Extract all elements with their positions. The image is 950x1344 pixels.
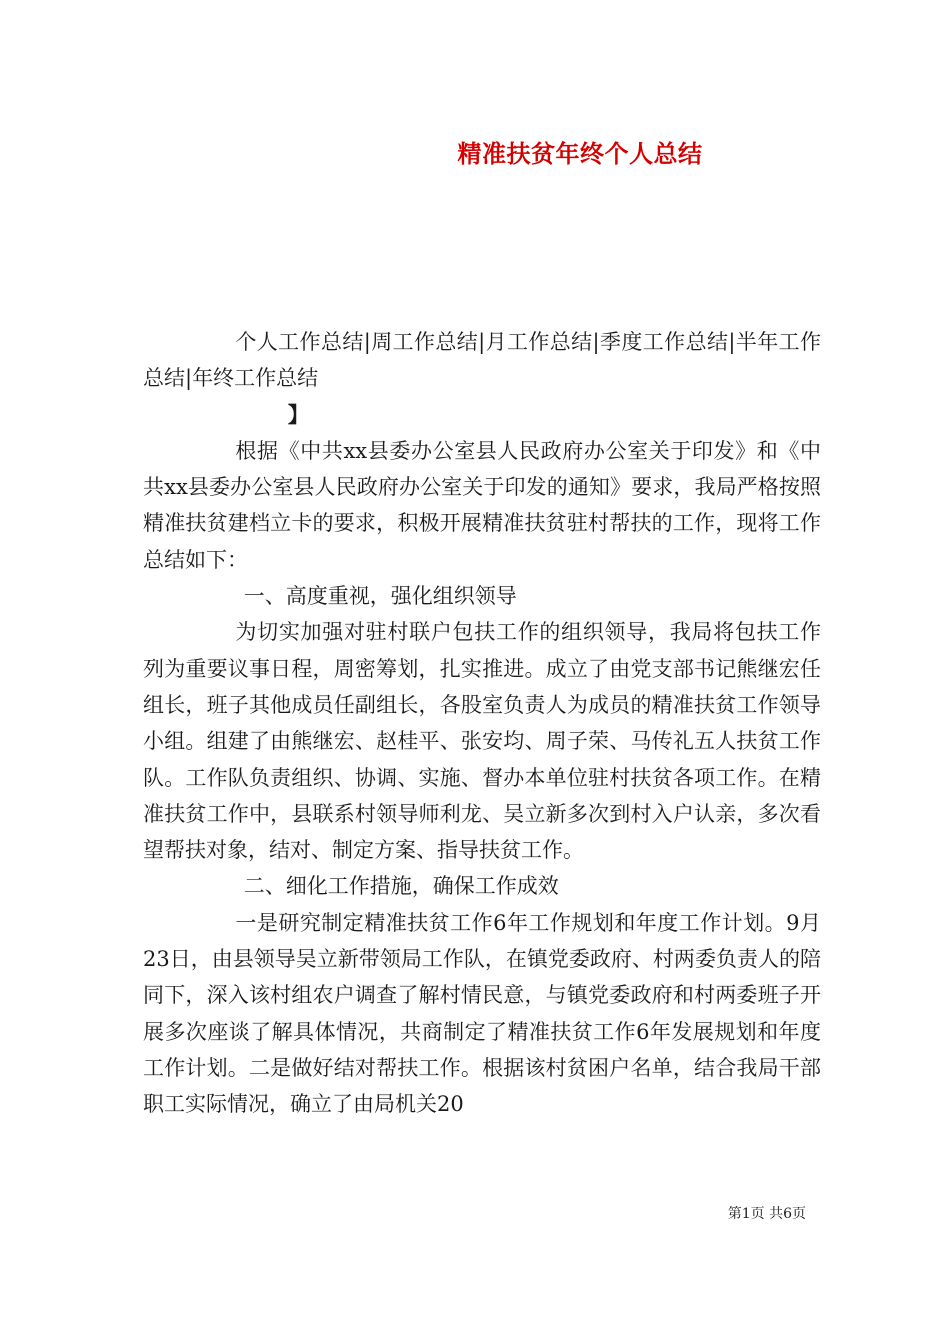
intro-paragraph: 根据《中共xx县委办公室县人民政府办公室关于印发》和《中共xx县委办公室县人民政府办公室关于印发的通知》要求，我局严格按照精准扶贫建档立卡的要求，积极开展精准扶贫驻村帮扶的工作，现将工作总结如下： [143,438,821,572]
section-paragraph-2: 一是研究制定精准扶贫工作6年工作规划和年度工作计划。9月23日，由县领导吴立新带领局工作队，在镇党委政府、村两委负责人的陪同下，深入该村组农户调查了解村情民意，与镇党委政府和村两委班子开展多次座谈了解具体情况，共商制定了精准扶贫工作6年发展规划和年度工作计划。二是做好结对帮扶工作。根据该村贫困户名单，结合我局干部职工实际情况，确立了由局机关20 [143,910,821,1117]
bracket-mark: 】 [287,401,309,427]
page-footer: 第1页 共6页 [727,1206,806,1222]
tags-line: 个人工作总结|周工作总结|月工作总结|季度工作总结|半年工作总结|年终工作总结 [143,330,821,391]
document-body [143,324,821,1123]
section-paragraph-1: 为切实加强对驻村联户包扶工作的组织领导，我局将包扶工作列为重要议事日程，周密筹划，扎实推进。成立了由党支部书记熊继宏任组长，班子其他成员任副组长，各股室负责人为成员的精准扶贫工作领导小组。组建了由熊继宏、赵桂平、张安均、周子荣、马传礼五人扶贫工作队。工作队负责组织、协调、实施、督办本单位驻村扶贫各项工作。在精准扶贫工作中，县联系村领导师利龙、吴立新多次到村入户认亲，多次看望帮扶对象，结对、制定方案、指导扶贫工作。 [143,620,821,863]
section-heading-2: 二、细化工作措施，确保工作成效 [243,874,559,899]
document-title: 精准扶贫年终个人总结 [457,139,703,168]
section-heading-1: 一、高度重视，强化组织领导 [243,584,517,609]
